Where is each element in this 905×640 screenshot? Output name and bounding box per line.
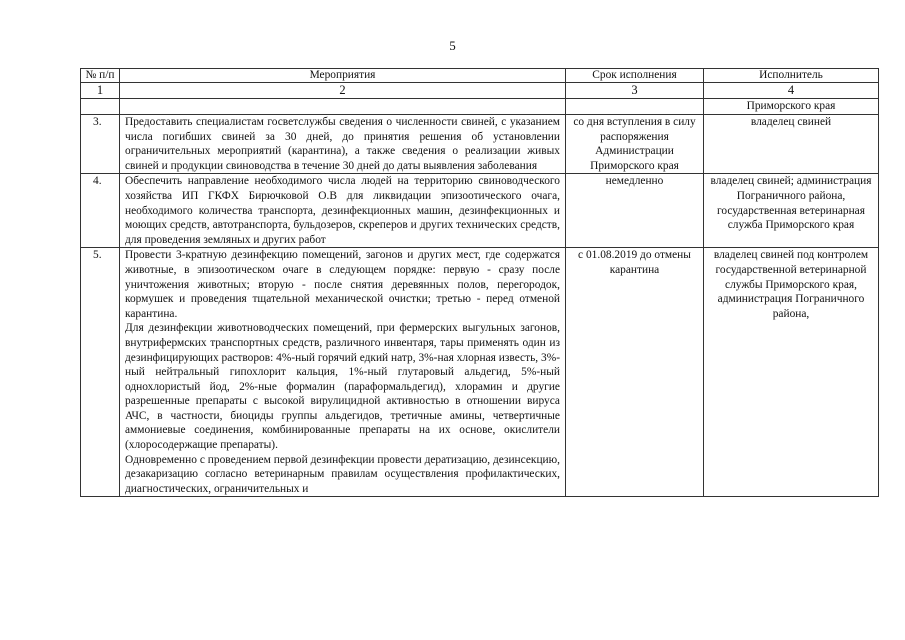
header-measures: Мероприятия	[120, 69, 566, 83]
measure-paragraph: Одновременно с проведением первой дезинфекции провести дератизацию, дезинсекцию, дезакаризацию согласно ветеринарным правилам осуществления профилактических, диагностических, ограничительных и	[125, 453, 560, 495]
continuation-row	[81, 99, 879, 115]
header-term: Срок исполнения	[566, 69, 704, 83]
column-number: 3	[566, 83, 704, 99]
page-number: 5	[449, 38, 456, 53]
column-numbers-row	[81, 83, 879, 99]
column-number: 2	[120, 83, 566, 99]
header-number: № п/п	[81, 69, 120, 83]
measure-paragraph: Провести 3-кратную дезинфекцию помещений, загонов и других мест, где содержатся животные, в эпизоотическом очаге в следующем порядке: первую - сразу после уничтожения животных; вторую - после снятия деревянных полов, перегородок, кормушек и проведения тщательной механической очистки; третью - перед отменой карантина.	[125, 249, 560, 320]
empty-cell	[120, 99, 566, 115]
table-row	[81, 174, 879, 248]
table-row	[81, 248, 879, 497]
measure-paragraph: Для дезинфекции животноводческих помещений, при фермерских выгульных загонов, внутрифермских транспортных средств, различного инвентаря, тары применять один из дезинфицирующих растворов: 4%-ный горячий едкий натр, 3%-ная хлорная известь, 3%-ный нейтральный гипохлорит кальция, 1%-ный глутаровый альдегид, 5%-ный однохлористый йод, 2%-ные формалин (параформальдегид), хлорамин и другие разрешенные препараты с высокой вирулицидной активностью в отношении вируса АЧС, в частности, биоциды группы альдегидов, третичные амины, четвертичные аммониевые соединения, комбинированные препараты на их основе, окислители (хлоросодержащие препараты).	[125, 322, 560, 452]
measure-paragraph: Обеспечить направление необходимого числа людей на территорию свиноводческого хозяйства ИП ГКФХ Бирючковой О.В для ликвидации эпизоотического очага, необходимого количества транспорта, дезинфекционных машин, дезинфекционных и моющих средств, автотранспорта, бульдозеров, скреперов и других технических средств, для проведения земляных и других работ	[125, 175, 560, 246]
row-number: 3.	[81, 115, 120, 174]
row-executor: владелец свиней под контролем государственной ветеринарной службы Приморского края, администрация Пограничного района,	[704, 248, 879, 497]
row-measure	[120, 248, 566, 497]
row-executor: владелец свиней; администрация Пограничного района, государственная ветеринарная служба Приморского края	[704, 174, 879, 248]
row-number: 5.	[81, 248, 120, 497]
row-term: со дня вступления в силу распоряжения Администрации Приморского края	[566, 115, 704, 174]
continuation-executor: Приморского края	[704, 99, 879, 115]
row-term: с 01.08.2019 до отмены карантина	[566, 248, 704, 497]
table-row	[81, 115, 879, 174]
table-header-row	[81, 69, 879, 83]
empty-cell	[81, 99, 120, 115]
row-number: 4.	[81, 174, 120, 248]
column-number: 4	[704, 83, 879, 99]
row-measure	[120, 174, 566, 248]
header-executor: Исполнитель	[704, 69, 879, 83]
measures-table	[80, 68, 879, 497]
empty-cell	[566, 99, 704, 115]
row-term: немедленно	[566, 174, 704, 248]
measure-paragraph: Предоставить специалистам госветслужбы сведения о численности свиней, с указанием числа погибших свиней за 30 дней, до принятия решения об установлении ограничительных мероприятий (карантина), а также сведения о реализации живых свиней и продукции свиноводства в течение 30 дней до даты выявления заболевания	[125, 116, 560, 172]
column-number: 1	[81, 83, 120, 99]
row-measure	[120, 115, 566, 174]
row-executor: владелец свиней	[704, 115, 879, 174]
